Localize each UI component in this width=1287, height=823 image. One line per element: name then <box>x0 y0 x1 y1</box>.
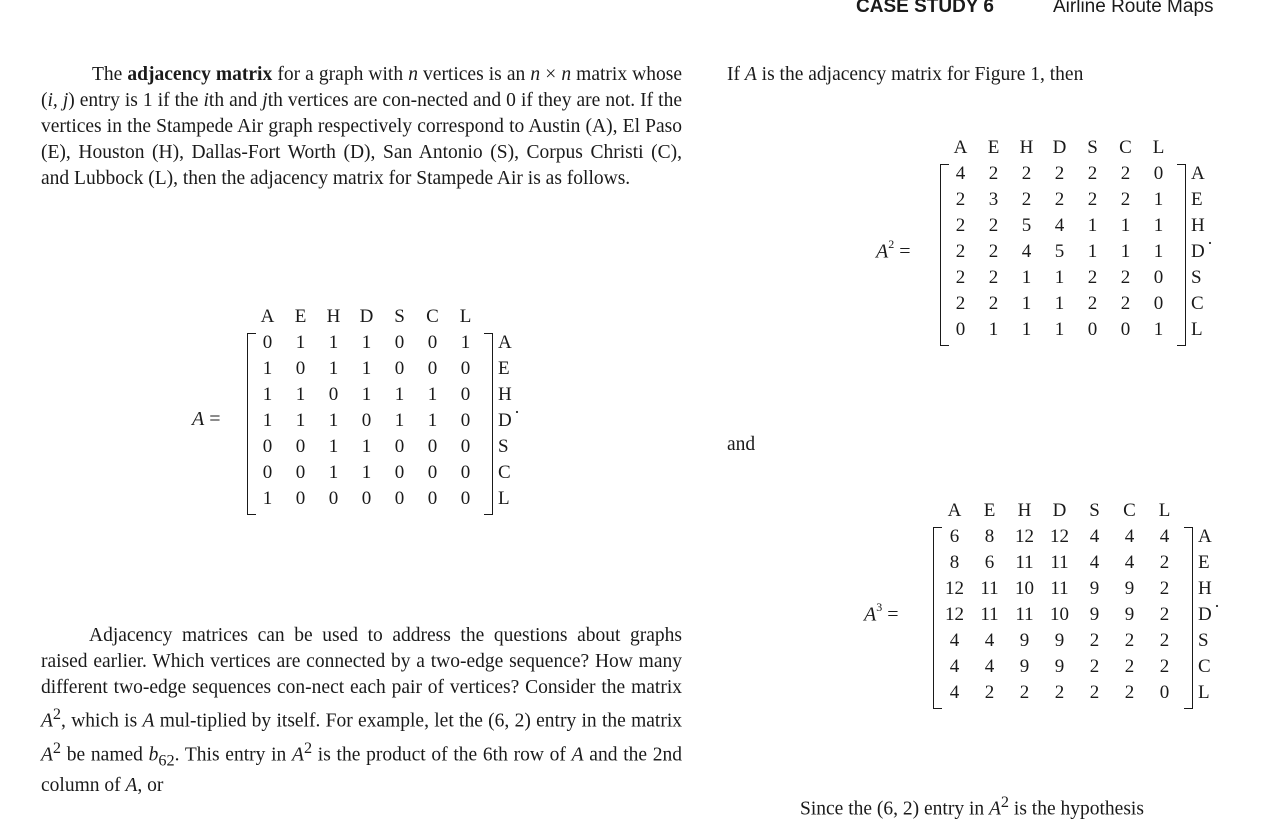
column-header-s: S <box>394 306 405 327</box>
matrix-cell: 0 <box>328 384 339 405</box>
matrix-cell: 1 <box>394 384 405 405</box>
matrix-cell: 2 <box>1089 656 1100 677</box>
column-header-e: E <box>987 137 1000 158</box>
matrix-cell: 0 <box>361 410 372 431</box>
matrix-cell: 2 <box>955 267 966 288</box>
matrix-cell: 2 <box>1120 293 1131 314</box>
matrix-cell: 1 <box>328 462 339 483</box>
matrix-cell: 2 <box>988 163 999 184</box>
matrix-cell: 0 <box>1087 319 1098 340</box>
matrix-cell: 4 <box>1089 552 1100 573</box>
matrix-cell: 1 <box>1054 293 1065 314</box>
matrix-cell: 9 <box>1054 656 1065 677</box>
column-header-c: C <box>426 306 439 327</box>
matrix-cell: 1 <box>1054 267 1065 288</box>
matrix-cell: 0 <box>460 384 471 405</box>
matrix-cell: 1 <box>1021 319 1032 340</box>
matrix-cell: 4 <box>984 656 995 677</box>
right-bracket <box>484 333 493 515</box>
matrix-cell: 9 <box>1124 604 1135 625</box>
column-header-e: E <box>294 306 307 327</box>
paragraph-figure-reference: If A is the adjacency matrix for Figure 1, then <box>727 64 1084 85</box>
matrix-cell: 11 <box>1050 552 1069 573</box>
matrix-cell: 0 <box>460 488 471 509</box>
matrix-cell: 1 <box>361 462 372 483</box>
column-header-d: D <box>1052 137 1067 158</box>
column-header-c: C <box>1123 500 1136 521</box>
matrix-cell: 2 <box>988 267 999 288</box>
matrix-cell: 0 <box>295 462 306 483</box>
matrix-cell: 2 <box>988 293 999 314</box>
matrix-cell: 11 <box>1015 552 1034 573</box>
row-label-a: A <box>1198 526 1212 547</box>
matrix-cell: 11 <box>980 578 999 599</box>
column-header-l: L <box>459 306 472 327</box>
matrix-cell: 2 <box>1124 682 1135 703</box>
row-label-l: L <box>1198 682 1210 703</box>
row-label-c: C <box>1198 656 1211 677</box>
matrix-cell: 0 <box>1153 293 1164 314</box>
column-header-l: L <box>1152 137 1165 158</box>
row-label-a: A <box>498 332 512 353</box>
matrix-cell: 0 <box>1153 163 1164 184</box>
matrix-cell: 1 <box>262 488 273 509</box>
matrix-cell: 0 <box>427 488 438 509</box>
matrix-cell: 6 <box>984 552 995 573</box>
matrix-cell: 0 <box>955 319 966 340</box>
matrix-cell: 0 <box>427 436 438 457</box>
left-bracket <box>247 333 256 515</box>
matrix-cell: 6 <box>949 526 960 547</box>
matrix-cell: 2 <box>1087 293 1098 314</box>
matrix-cell: 1 <box>1153 189 1164 210</box>
row-label-s: S <box>498 436 509 457</box>
matrix-cell: 0 <box>262 332 273 353</box>
column-header-h: H <box>1017 500 1032 521</box>
matrix-cell: 4 <box>1159 526 1170 547</box>
case-study-label: CASE STUDY 6 <box>856 0 994 17</box>
row-label-s: S <box>1191 267 1202 288</box>
matrix-cell: 1 <box>1087 241 1098 262</box>
right-bracket <box>1177 164 1186 346</box>
matrix-cell: 1 <box>361 384 372 405</box>
matrix-cell: 1 <box>427 410 438 431</box>
matrix-cell: 11 <box>1050 578 1069 599</box>
matrix-cell: 1 <box>1021 293 1032 314</box>
matrix-cell: 1 <box>262 384 273 405</box>
matrix-cell: 2 <box>1087 189 1098 210</box>
matrix-cell: 2 <box>1054 163 1065 184</box>
row-label-h: H <box>498 384 512 405</box>
row-label-e: E <box>1191 189 1203 210</box>
left-bracket <box>940 164 949 346</box>
column-header-c: C <box>1119 137 1132 158</box>
matrix-cell: 2 <box>1124 656 1135 677</box>
matrix-cell: 4 <box>1124 552 1135 573</box>
row-dot: · <box>1207 233 1213 253</box>
row-label-e: E <box>498 358 510 379</box>
matrix-cell: 1 <box>1021 267 1032 288</box>
matrix-cell: 2 <box>1120 189 1131 210</box>
matrix-cell: 2 <box>988 241 999 262</box>
matrix-cell: 0 <box>295 358 306 379</box>
matrix-cell: 1 <box>328 332 339 353</box>
matrix-cell: 1 <box>262 410 273 431</box>
matrix-cell: 2 <box>1054 682 1065 703</box>
matrix-cell: 1 <box>262 358 273 379</box>
matrix-cell: 4 <box>949 656 960 677</box>
matrix-cell: 3 <box>988 189 999 210</box>
matrix-cell: 4 <box>955 163 966 184</box>
matrix-cell: 1 <box>1087 215 1098 236</box>
matrix-cell: 2 <box>1159 604 1170 625</box>
row-dot: · <box>514 402 520 422</box>
matrix-cell: 2 <box>1089 682 1100 703</box>
matrix-label: $A^2$ = <box>876 237 911 263</box>
chapter-title: Airline Route Maps <box>1053 0 1214 17</box>
paragraph-since: Since the (6, 2) entry in $A^2$ is the hypothesis <box>800 793 1144 820</box>
matrix-cell: 1 <box>328 436 339 457</box>
matrix-cell: 11 <box>980 604 999 625</box>
matrix-cell: 0 <box>394 436 405 457</box>
matrix-cell: 1 <box>1153 241 1164 262</box>
matrix-cell: 4 <box>949 630 960 651</box>
row-label-c: C <box>1191 293 1204 314</box>
matrix-cell: 0 <box>1153 267 1164 288</box>
column-header-s: S <box>1087 137 1098 158</box>
paragraph-and: and <box>727 434 756 455</box>
matrix-cell: 9 <box>1089 604 1100 625</box>
matrix-cell: 0 <box>295 488 306 509</box>
matrix-label: A = <box>192 408 221 430</box>
paragraph-adjacency-definition: The adjacency matrix for a graph with n vertices is an n × n matrix whose (i, j) entry is 1 if the ith and jth vertices are con-nected and 0 if they are not. If the vertices in the Stampede Air graph respectively correspond to Austin (A), El Paso (E), Houston (H), Dallas-Fort Worth (D), San Antonio (S), Corpus Christi (C), and Lubbock (L), then the adjacency matrix for Stampede Air is as follows. <box>41 64 682 189</box>
term-adjacency-matrix: adjacency matrix <box>127 64 273 85</box>
matrix-cell: 1 <box>427 384 438 405</box>
column-header-d: D <box>1052 500 1067 521</box>
matrix-cell: 9 <box>1019 630 1030 651</box>
matrix-cell: 0 <box>460 462 471 483</box>
row-label-c: C <box>498 462 511 483</box>
column-header-a: A <box>953 137 968 158</box>
matrix-cell: 0 <box>361 488 372 509</box>
row-label-h: H <box>1198 578 1212 599</box>
matrix-cell: 1 <box>328 410 339 431</box>
matrix-cell: 2 <box>984 682 995 703</box>
matrix-cell: 0 <box>427 332 438 353</box>
column-header-d: D <box>359 306 374 327</box>
matrix-cell: 2 <box>955 293 966 314</box>
column-header-h: H <box>326 306 341 327</box>
matrix-cell: 2 <box>955 189 966 210</box>
matrix-cell: 1 <box>328 358 339 379</box>
matrix-cell: 4 <box>949 682 960 703</box>
matrix-cell: 1 <box>361 436 372 457</box>
matrix-cell: 4 <box>984 630 995 651</box>
matrix-cell: 2 <box>1089 630 1100 651</box>
matrix-cell: 2 <box>1124 630 1135 651</box>
paragraph-two-edge-sequences: Adjacency matrices can be used to address the questions about graphs raised earlier. Which vertices are connected by a two-edge sequence? How many different two-edge sequences con-nect each pair of vertices? Consider the matrix $A^2$, which is A mul-tiplied by itself. For example, let the (6, 2) entry in the matrix $A^2$ be named $b_{62}$. This entry in $A^2$ is the product of the 6th row of A and the 2nd column of A, or <box>41 625 683 796</box>
matrix-cell: 0 <box>427 462 438 483</box>
matrix-cell: 5 <box>1021 215 1032 236</box>
matrix-cell: 9 <box>1089 578 1100 599</box>
matrix-cell: 2 <box>1159 552 1170 573</box>
matrix-cell: 2 <box>1021 163 1032 184</box>
matrix-cell: 4 <box>1089 526 1100 547</box>
matrix-cell: 1 <box>295 410 306 431</box>
matrix-cell: 8 <box>984 526 995 547</box>
matrix-cell: 12 <box>945 604 964 625</box>
matrix-cell: 0 <box>394 488 405 509</box>
matrix-cell: 1 <box>394 410 405 431</box>
matrix-cell: 1 <box>295 332 306 353</box>
matrix-cell: 0 <box>460 358 471 379</box>
matrix-cell: 10 <box>1050 604 1069 625</box>
matrix-cell: 1 <box>1153 215 1164 236</box>
matrix-cell: 1 <box>361 332 372 353</box>
matrix-cell: 12 <box>1015 526 1034 547</box>
matrix-cell: 0 <box>262 436 273 457</box>
matrix-cell: 2 <box>1159 630 1170 651</box>
matrix-cell: 0 <box>460 436 471 457</box>
matrix-cell: 2 <box>1120 163 1131 184</box>
matrix-cell: 2 <box>1159 656 1170 677</box>
column-header-s: S <box>1089 500 1100 521</box>
matrix-cell: 0 <box>394 358 405 379</box>
matrix-cell: 10 <box>1015 578 1034 599</box>
matrix-cell: 0 <box>427 358 438 379</box>
matrix-cell: 11 <box>1015 604 1034 625</box>
right-bracket <box>1184 527 1193 709</box>
row-label-a: A <box>1191 163 1205 184</box>
running-header <box>0 0 1287 26</box>
matrix-cell: 0 <box>460 410 471 431</box>
matrix-cell: 9 <box>1054 630 1065 651</box>
matrix-cell: 1 <box>988 319 999 340</box>
row-label-d: D <box>1191 241 1205 262</box>
matrix-cell: 2 <box>988 215 999 236</box>
matrix-cell: 4 <box>1054 215 1065 236</box>
matrix-cell: 1 <box>1120 241 1131 262</box>
matrix-cell: 0 <box>394 462 405 483</box>
matrix-cell: 2 <box>1021 189 1032 210</box>
column-header-a: A <box>260 306 275 327</box>
matrix-cell: 0 <box>394 332 405 353</box>
matrix-cell: 2 <box>1159 578 1170 599</box>
matrix-cell: 1 <box>1153 319 1164 340</box>
matrix-cell: 2 <box>1120 267 1131 288</box>
column-header-h: H <box>1019 137 1034 158</box>
matrix-cell: 5 <box>1054 241 1065 262</box>
matrix-cell: 2 <box>955 215 966 236</box>
matrix-cell: 1 <box>295 384 306 405</box>
matrix-cell: 1 <box>1120 215 1131 236</box>
matrix-cell: 4 <box>1124 526 1135 547</box>
matrix-cell: 1 <box>460 332 471 353</box>
row-label-d: D <box>498 410 512 431</box>
matrix-cell: 12 <box>945 578 964 599</box>
matrix-cell: 4 <box>1021 241 1032 262</box>
row-label-h: H <box>1191 215 1205 236</box>
matrix-cell: 2 <box>1019 682 1030 703</box>
matrix-cell: 12 <box>1050 526 1069 547</box>
row-label-l: L <box>498 488 510 509</box>
matrix-cell: 9 <box>1019 656 1030 677</box>
matrix-cell: 0 <box>328 488 339 509</box>
matrix-cell: 0 <box>295 436 306 457</box>
matrix-label: $A^3$ = <box>864 600 899 626</box>
matrix-cell: 1 <box>1054 319 1065 340</box>
matrix-cell: 2 <box>1054 189 1065 210</box>
matrix-cell: 8 <box>949 552 960 573</box>
row-label-s: S <box>1198 630 1209 651</box>
column-header-e: E <box>983 500 996 521</box>
matrix-cell: 0 <box>1159 682 1170 703</box>
matrix-cell: 9 <box>1124 578 1135 599</box>
matrix-cell: 2 <box>1087 267 1098 288</box>
matrix-cell: 2 <box>1087 163 1098 184</box>
row-dot: · <box>1214 596 1220 616</box>
matrix-cell: 0 <box>1120 319 1131 340</box>
matrix-cell: 2 <box>955 241 966 262</box>
matrix-cell: 0 <box>262 462 273 483</box>
column-header-l: L <box>1158 500 1171 521</box>
left-bracket <box>933 527 942 709</box>
row-label-d: D <box>1198 604 1212 625</box>
column-header-a: A <box>947 500 962 521</box>
matrix-cell: 1 <box>361 358 372 379</box>
row-label-l: L <box>1191 319 1203 340</box>
row-label-e: E <box>1198 552 1210 573</box>
